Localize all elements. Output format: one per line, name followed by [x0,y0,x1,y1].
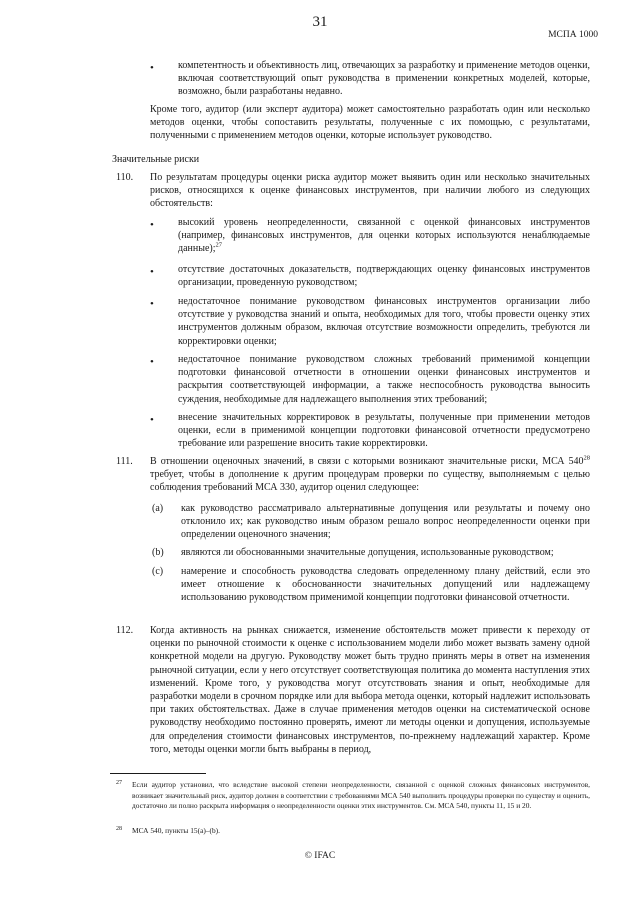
bullet-icon: • [150,219,154,231]
list-item [178,216,590,256]
paragraph-111-text-b: требует, чтобы в дополнение к другим процедурам проверки по существу, выполняемым с целью соблюдения требований МСА 330, аудитор оценил следующее: [150,469,590,494]
bullet-icon: • [150,356,154,368]
paragraph-111-text [150,455,590,495]
footnote-divider [110,773,206,774]
bullet-icon: • [150,62,154,74]
paragraph-number: 110. [116,172,134,183]
list-item: недостаточное понимание руководством финансовых инструментов организации либо отсутствие у руководства знаний и опыта, необходимых для того, чтобы провести оценку этих инструментов должным образом, включая отсутствие возможности определить, требуются ли корректировки оценки; [178,296,590,347]
list-item: как руководство рассматривало альтернативные допущения или результаты и почему оно отклонило их; как руководство иным образом решало вопрос неопределенности оценки при определении оценочного значения; [181,503,590,541]
bullet-icon: • [150,414,154,426]
list-item: намерение и способность руководства следовать определенному плану действий, если это имеет отношение к обоснованности значительных допущений или надлежащему использованию руководством применимой концепции подготовки финансовой отчетности. [181,566,590,604]
document-code: МСПА 1000 [548,30,598,40]
list-item-text: высокий уровень неопределенности, связанной с оценкой финансовых инструментов (например, финансовых инструментов, для оценки которых используются ненаблюдаемые данные); [178,217,590,255]
footnote-text: Если аудитор установил, что вследствие высокой степени неопределенности, связанной с оценкой сложных финансовых инструментов, возникает значительный риск, аудитор должен в соответствии с требованиями МСА 540 выполнить процедуры проверки по существу и оценить, достаточно ли полно раскрыта информация о неопределенности оценки этих инструментов. См. МСА 540, пункты 11, 15 и 20. [132,780,590,811]
list-item: отсутствие достаточных доказательств, подтверждающих оценку финансовых инструментов организации, проведенную руководством; [178,264,590,289]
page-number: 31 [312,14,328,30]
paragraph-110-text: По результатам процедуры оценки риска аудитор может выявить один или несколько значительных рисков, относящихся к оценке финансовых инструментов, при наличии любого из следующих обстоятельств: [150,172,590,210]
list-item: внесение значительных корректировок в результаты, полученные при применении методов оценки, если в применимой концепции подготовки финансовой отчетности предусмотрено требование или разрешение вносить такие корректировки. [178,412,590,450]
section-heading: Значительные риски [112,154,200,165]
footnote-number: 27 [116,780,122,786]
list-item: являются ли обоснованными значительные допущения, использованные руководством; [181,547,554,558]
list-item: недостаточное понимание руководством сложных требований применимой концепции подготовки финансовой отчетности в отношении оценки финансовых инструментов и раскрытия соответствующей информации, а также неспособность руководства выносить суждения, необходимые для надлежащего выполнения этих требований; [178,354,590,405]
paragraph-number: 111. [116,456,133,467]
item-label: (a) [152,503,164,514]
footnote-ref: 28 [583,454,590,462]
intro-paragraph: Кроме того, аудитор (или эксперт аудитора) может самостоятельно разработать один или несколько методов оценки, чтобы сопоставить результаты, полученные с их помощью, с результатами, полученными с применением методов оценки, которые использует руководство. [150,104,590,142]
paragraph-112-text: Когда активность на рынках снижается, изменение обстоятельств может привести к переходу от оценки по рыночной стоимости к оценке с использованием модели либо может вызвать замену одной конкретной модели на другую. Руководству может быть трудно принять меры в ответ на изменения рыночной ситуации, если у него отсутствует соответствующая политика до момента наступления этих изменений. Кроме того, у руководства могут отсутствовать знания и опыт, необходимые для разработки модели в срочном порядке или для выбора метода оценки, который надлежит использовать при таких обстоятельствах. Даже в случае применения методов оценки на систематической основе руководству необходимо постоянно проверять, имеют ли методы оценки и допущения, используемые для определения стоимости финансовых инструментов, по-прежнему надлежащий характер. Кроме того, методы оценки могли быть выбраны в период, [150,625,590,755]
paragraph-111-text-a: В отношении оценочных значений, в связи с которыми возникают значительные риски, МСА 540 [150,456,584,467]
bullet-icon: • [150,266,154,278]
bullet-icon: • [150,298,154,310]
footnote-ref: 27 [215,242,222,250]
footnote-number: 28 [116,826,122,832]
footnote-text: МСА 540, пункты 15(a)–(b). [132,826,220,835]
paragraph-number: 112. [116,625,134,636]
item-label: (b) [152,547,164,558]
footer-copyright: © IFAC [304,851,336,861]
item-label: (c) [152,566,164,577]
intro-bullet-text: компетентность и объективность лиц, отвечающих за разработку и применение методов оценки, включая соответствующий опыт руководства в применении конкретных моделей, которые, возможно, были разработаны недавно. [178,60,590,98]
